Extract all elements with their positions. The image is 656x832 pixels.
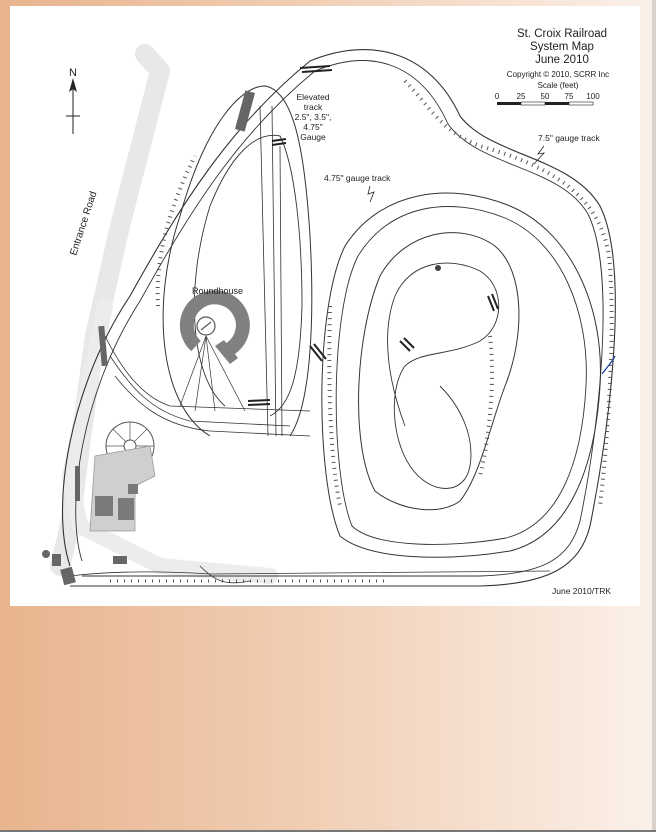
scale-tick: 100	[586, 92, 600, 101]
elevated-line-2: track	[303, 102, 323, 112]
center-spine-track	[260, 106, 282, 436]
scale-bar	[497, 102, 593, 105]
gauge-4-75-leader	[368, 186, 374, 202]
station-buildings	[90, 446, 155, 531]
title-line-3: June 2010	[535, 54, 589, 66]
lower-track	[70, 566, 550, 583]
marker-dot	[435, 265, 441, 271]
elevated-ties	[158, 156, 195, 306]
title-line-1: St. Croix Railroad	[516, 28, 608, 40]
gauge-4-75-ties	[329, 306, 340, 506]
page-edge	[652, 0, 656, 832]
elevated-track-label	[295, 92, 332, 142]
system-map	[10, 6, 640, 606]
gauge-4-75-label: 4.75" gauge track	[324, 173, 391, 183]
copyright: Copyright © 2010, SCRR Inc	[506, 70, 610, 79]
elevated-line-5: Gauge	[300, 132, 326, 142]
title-block	[517, 28, 607, 66]
scale-ticks	[495, 92, 600, 101]
entrance-road-label: Entrance Road	[68, 190, 100, 257]
scale-tick: 0	[494, 92, 500, 101]
scale-tick: 50	[540, 92, 550, 101]
yard-building-top	[235, 90, 255, 131]
elevated-line-3: 2.5", 3.5",	[294, 112, 332, 122]
title-line-2: System Map	[530, 41, 594, 53]
elevated-track-loop	[163, 86, 312, 436]
credit-label: June 2010/TRK	[552, 586, 612, 596]
north-arrow-icon	[66, 78, 80, 134]
outer-7-5-gauge-track-inner	[76, 61, 603, 576]
scale-tick: 25	[516, 92, 526, 101]
inner-loop-ties	[480, 336, 492, 476]
gauge-7-5-label: 7.5" gauge track	[538, 133, 600, 143]
elevated-line-1: Elevated	[296, 92, 330, 102]
inner-loop	[359, 233, 519, 510]
north-label: N	[69, 67, 77, 79]
elevated-line-4: 4.75"	[303, 122, 323, 132]
scale-label: Scale (feet)	[537, 81, 579, 90]
outer-loop-ties	[405, 81, 612, 506]
map-canvas	[10, 6, 640, 606]
roundhouse-label: Roundhouse	[192, 286, 244, 296]
gauge-4-75-track-outer-2	[336, 207, 586, 545]
scale-tick: 75	[564, 92, 574, 101]
platform-station	[75, 466, 80, 501]
